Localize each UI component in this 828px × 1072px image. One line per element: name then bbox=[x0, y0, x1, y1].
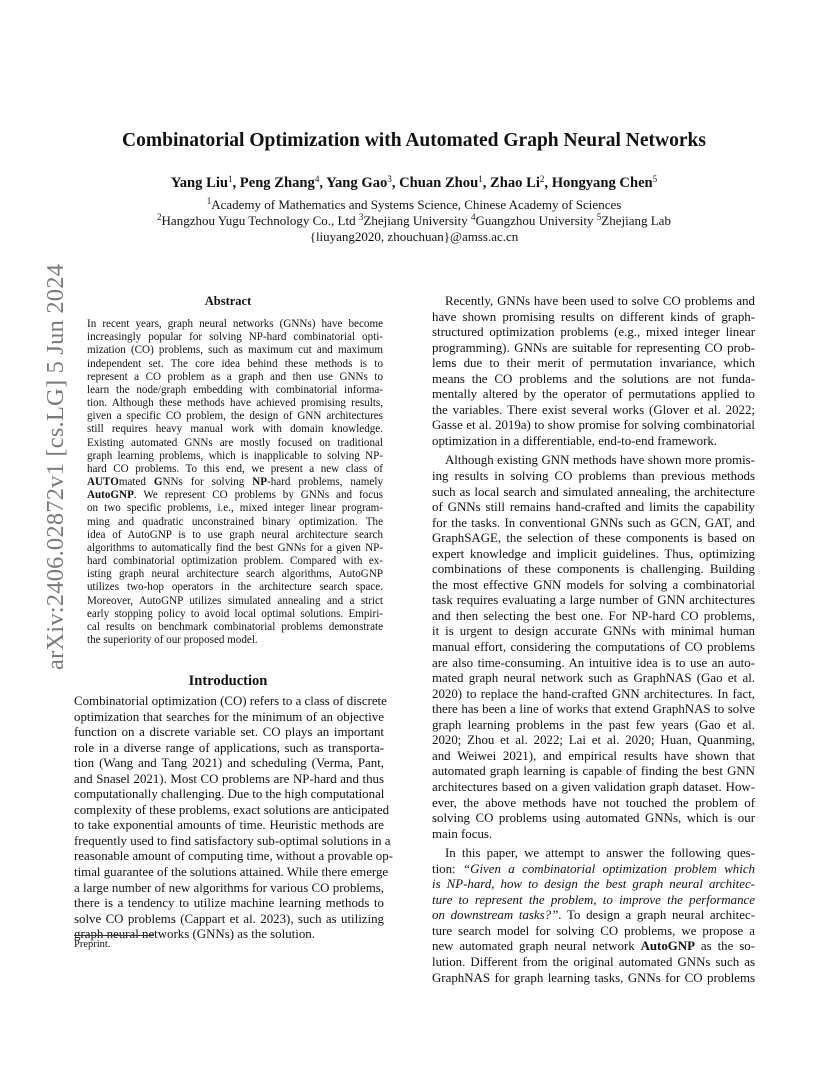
body-line: 2020) to replace the hand-crafted GNN architectures. In fact, bbox=[432, 686, 755, 701]
abstract-line: learn the node/graph embedding with combinatorial informa- bbox=[87, 383, 383, 396]
intro-line: solve CO problems (Cappart et al. 2023), such as utilizing bbox=[74, 911, 384, 926]
affiliation-line-2: $^2$Hangzhou Yugu Technology Co., Ltd $^3$Zhejiang University $^4$Guangzhou University $^5$Zhejiang Lab bbox=[157, 212, 671, 228]
body-line: lems due to their merit of permutation invariance, which bbox=[432, 356, 755, 371]
abstract-line: idea of AutoGNP is to use graph neural architecture search bbox=[87, 528, 383, 541]
body-line: mated graph neural network such as GraphNAS (Gao et al. bbox=[432, 671, 755, 686]
body-line: new automated graph neural network AutoGNP as the so- bbox=[432, 939, 755, 954]
body-line: on downstream tasks?”. To design a graph neural architec- bbox=[432, 908, 755, 923]
body-line: means the CO problems and the solutions are not funda- bbox=[432, 371, 755, 386]
author-affil-mark: 5 bbox=[652, 174, 658, 184]
intro-line: frequently used to find satisfactory sub-optimal solutions in a bbox=[74, 833, 391, 848]
paragraph-in-this-paper bbox=[432, 846, 755, 986]
introduction-body bbox=[74, 694, 393, 943]
abstract-line: given a specific CO problem, the design of GNN architectures bbox=[87, 410, 383, 423]
body-line: task requires evaluating a large number of GNN architectures bbox=[432, 593, 755, 608]
body-line: ing results in solving CO problems than previous methods bbox=[432, 469, 755, 484]
body-line: there has been a line of works that extend GraphNAS to solve bbox=[432, 702, 755, 717]
intro-line: computationally challenging. Due to the high computational bbox=[74, 787, 385, 802]
author-name: Yang Liu bbox=[170, 175, 228, 191]
body-line: the most effective GNN models for solving a combinatorial bbox=[432, 577, 755, 592]
body-line: ture to represent the problem, to improve the performance bbox=[432, 892, 755, 907]
intro-line: tion (Wang and Tang 2021) and scheduling (Verma, Pant, bbox=[74, 756, 384, 771]
introduction-heading: Introduction bbox=[188, 673, 268, 689]
abstract-line: Existing automated GNNs are mostly focused on traditional bbox=[87, 436, 383, 449]
body-line: Gasse et al. 2019a) to show promise for solving combinatorial bbox=[432, 418, 755, 433]
intro-line: a large number of new algorithms for various CO problems, bbox=[74, 880, 384, 895]
body-line: In this paper, we attempt to answer the following ques- bbox=[445, 846, 755, 861]
body-line: Recently, GNNs have been used to solve CO problems and bbox=[445, 294, 755, 308]
author-affil-mark: 2 bbox=[539, 174, 545, 184]
intro-line: graph neural networks (GNNs) as the solution. bbox=[74, 927, 315, 942]
body-line: main focus. bbox=[432, 826, 493, 841]
abstract-body bbox=[87, 318, 383, 647]
body-line: the variables. There exist several works (Glover et al. 2022; bbox=[432, 402, 755, 417]
body-line: 2020; Zhou et al. 2022; Lai et al. 2020; Huan, Quanming, bbox=[432, 733, 755, 748]
author-affil-mark: 3 bbox=[387, 174, 392, 184]
body-line: is NP-hard, how to design the best graph neural architec- bbox=[432, 877, 755, 892]
abstract-line: still requires heavy manual work with domain knowledge. bbox=[87, 423, 383, 436]
abstract-line: on two specific problems, i.e., mixed integer linear program- bbox=[87, 502, 383, 515]
abstract-line: Moreover, AutoGNP utilizes simulated annealing and a strict bbox=[87, 594, 383, 607]
body-line: tion: “Given a combinatorial optimization problem which bbox=[432, 861, 755, 876]
paper-title: Combinatorial Optimization with Automated Graph Neural Networks bbox=[122, 130, 706, 151]
author-name: Peng Zhang bbox=[239, 175, 315, 191]
body-line: combinations of these components is challenging. Building bbox=[432, 562, 755, 577]
body-line: it is urgent to design accurate GNNs with minimal human bbox=[432, 624, 755, 639]
body-line: automated graph learning is capable of finding the best GNN bbox=[432, 764, 755, 779]
abstract-line: increasingly popular for solving NP-hard combinatorial opti- bbox=[87, 331, 383, 344]
intro-line: to take exponential amounts of time. Heuristic methods are bbox=[74, 818, 384, 833]
body-line: such as local search and simulated annealing, the architecture bbox=[432, 484, 755, 499]
abstract-line: hard CO problems. To this end, we present a new class of bbox=[87, 462, 383, 475]
body-line: mentally altered by the operator of permutations applied to bbox=[432, 387, 755, 402]
body-line: GraphSAGE, the selection of these components is based on bbox=[432, 531, 755, 546]
intro-line: and Snasel 2021). Most CO problems are NP-hard and thus bbox=[74, 771, 384, 786]
author-name: Hongyang Chen bbox=[551, 175, 653, 191]
footnote-preprint: Preprint. bbox=[74, 939, 111, 950]
body-line: Although existing GNN methods have shown more promis- bbox=[445, 453, 755, 468]
body-line: and Weiwei 2021), and empirical results have shown that bbox=[432, 748, 755, 763]
paragraph-recently bbox=[432, 294, 755, 449]
abstract-line: the superiority of our proposed model. bbox=[87, 634, 258, 647]
intro-line: reasonable amount of computing time, without a provable op- bbox=[74, 849, 393, 864]
intro-line: complexity of these problems, exact solutions are anticipated bbox=[74, 802, 390, 817]
author-name: Chuan Zhou bbox=[399, 175, 479, 191]
body-line: expert knowledge and implicit guidelines. Thus, optimizing bbox=[432, 546, 755, 561]
author-affil-mark: 4 bbox=[314, 174, 320, 184]
intro-line: timal guarantee of the solutions attained. While there emerge bbox=[74, 865, 389, 880]
body-line: have shown promising results on different kinds of graph- bbox=[432, 309, 755, 324]
author-name: Zhao Li bbox=[490, 175, 540, 191]
abstract-line: represent a CO problem as a graph and then use GNNs to bbox=[87, 370, 383, 383]
author-name: Yang Gao bbox=[326, 175, 388, 191]
body-line: solving CO problems using automated GNNs, which is our bbox=[432, 811, 755, 826]
abstract-line: independent set. The core idea behind these methods is to bbox=[87, 357, 383, 370]
body-line: programming). GNNs are suitable for representing CO prob- bbox=[432, 340, 755, 355]
intro-line: optimization that searches for the minimum of an objective bbox=[74, 709, 384, 724]
body-line: ture search model for solving CO problems, we propose a bbox=[432, 923, 755, 938]
body-line: optimization in a differentiable, end-to-end framework. bbox=[432, 433, 718, 448]
abstract-line: mization (CO) problems, such as maximum cut and maximum bbox=[87, 344, 383, 357]
paragraph-although bbox=[432, 453, 755, 842]
intro-line: Combinatorial optimization (CO) refers to a class of discrete bbox=[74, 694, 387, 708]
author-affil-mark: 1 bbox=[228, 174, 233, 184]
abstract-line: ming and quadratic unconstrained binary optimization. The bbox=[87, 515, 383, 528]
abstract-heading: Abstract bbox=[204, 294, 252, 308]
body-line: lution. Different from the original automated GNNs such as bbox=[432, 954, 755, 969]
body-line: GraphNAS for graph learning tasks, GNNs for CO problems bbox=[432, 970, 755, 985]
body-line: are also time-consuming. An intuitive idea is to use an auto- bbox=[432, 655, 755, 670]
abstract-line: cal results on benchmark combinatorial problems demonstrate bbox=[87, 620, 383, 633]
body-line: ever, the above methods have not touched the problem of bbox=[432, 795, 755, 810]
body-line: architectures based on a given validation graph dataset. How- bbox=[432, 779, 755, 794]
abstract-line: early stopping policy to avoid local optimal solutions. Empiri- bbox=[87, 607, 383, 620]
abstract-line: hard combinatorial optimization problem. Compared with ex- bbox=[87, 555, 383, 568]
intro-line: function on a discrete variable set. CO plays an important bbox=[74, 725, 384, 740]
abstract-line: In recent years, graph neural networks (GNNs) have become bbox=[87, 318, 383, 330]
body-line: for the tasks. In conventional GNNs such as GCN, GAT, and bbox=[432, 515, 755, 530]
author-list: Yang Liu$^1$, Peng Zhang$^4$, Yang Gao$^3$, Chuan Zhou$^1$, Zhao Li$^2$, Hongyang Chen$^5$ bbox=[170, 174, 658, 191]
author-affil-mark: 1 bbox=[478, 174, 483, 184]
abstract-line: isting graph neural architecture search algorithms, AutoGNP bbox=[87, 568, 383, 581]
footnote-rule bbox=[74, 935, 154, 936]
abstract-line: utilizes two-hop operators in the architecture search space. bbox=[87, 581, 383, 594]
arxiv-identifier-stamp: arXiv:2406.02872v1 [cs.LG] 5 Jun 2024 bbox=[42, 263, 69, 670]
abstract-line: AUTOmated GNNs for solving NP-hard problems, namely bbox=[87, 476, 383, 489]
affiliation-line-1: $^1$Academy of Mathematics and Systems Science, Chinese Academy of Sciences bbox=[206, 196, 622, 212]
abstract-line: algorithms to automatically find the best GNNs for a given NP- bbox=[87, 541, 383, 554]
abstract-line: AutoGNP. We represent CO problems by GNNs and focus bbox=[87, 489, 383, 502]
right-column-body bbox=[432, 294, 755, 990]
body-line: structured optimization problems (e.g., mixed integer linear bbox=[432, 325, 755, 340]
abstract-line: tion. Although these methods have achieved promising results, bbox=[87, 397, 383, 410]
abstract-line: graph learning problems, which is inapplicable to solving NP- bbox=[87, 449, 383, 462]
body-line: manual effort, considering the computations of CO problems bbox=[432, 640, 755, 655]
intro-line: there is a tendency to utilize machine learning methods to bbox=[74, 896, 384, 911]
body-line: of GNNs still remains hand-crafted and limits the capability bbox=[432, 500, 755, 515]
author-email: {liuyang2020, zhouchuan}@amss.ac.cn bbox=[309, 229, 519, 244]
body-line: graph learning problems in the past few years (Gao et al. bbox=[432, 717, 755, 732]
intro-line: role in a diverse range of applications, such as transporta- bbox=[74, 740, 384, 755]
body-line: and then selecting the best one. For NP-hard CO problems, bbox=[432, 608, 755, 623]
